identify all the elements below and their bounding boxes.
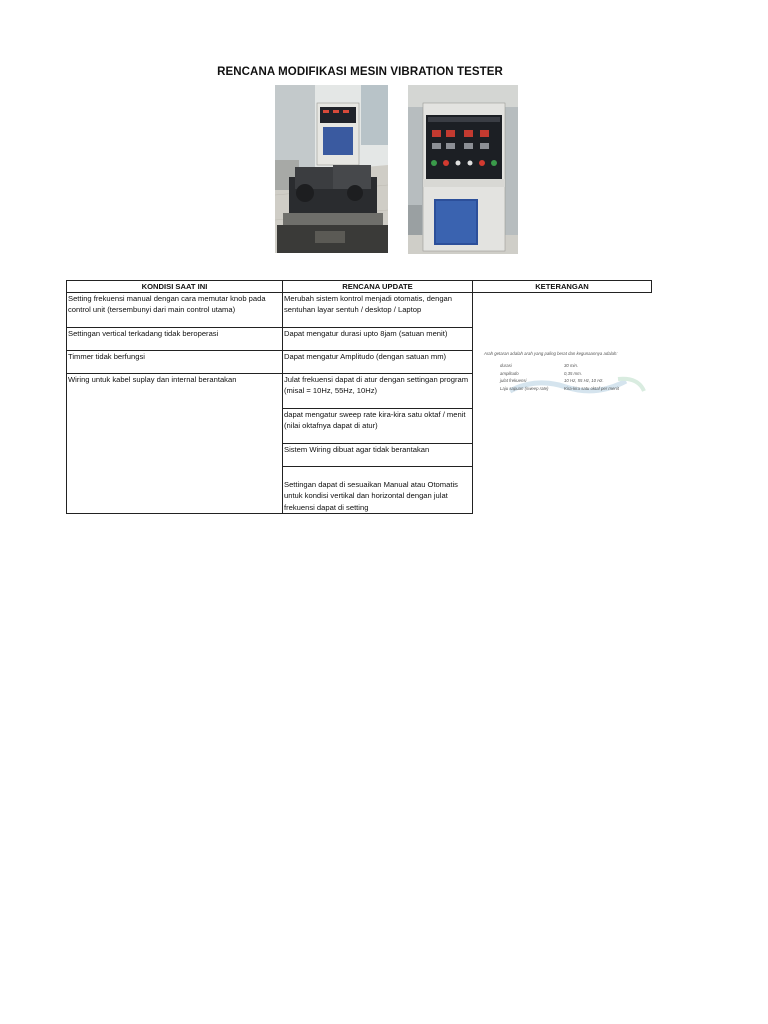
table-row (67, 293, 652, 328)
table-header-row (67, 281, 652, 293)
note-row-label: durasi (500, 363, 512, 368)
note-intro: Arah getaran adalah arah yang paling berat dan kegunaannya adalah: (484, 351, 618, 356)
kondisi-cell: Setting frekuensi manual dengan cara memutar knob pada control unit (tersembunyi dari main control utama) (67, 293, 283, 328)
rencana-cell: Merubah sistem kontrol menjadi otomatis, dengan sentuhan layar sentuh / desktop / Laptop (283, 293, 473, 328)
header-rencana: RENCANA UPDATE (283, 281, 473, 293)
kondisi-cell: Timmer tidak berfungsi (67, 351, 283, 374)
rencana-cell: Sistem Wiring dibuat agar tidak berantakan (283, 444, 473, 467)
note-row-label: julat frekuensi (500, 378, 527, 383)
rencana-cell: Dapat mengatur durasi upto 8jam (satuan menit) (283, 328, 473, 351)
rencana-cell: Settingan dapat di sesuaikan Manual atau Otomatis untuk kondisi vertikal dan horizontal dengan julat frekuensi dapat di setting (283, 467, 473, 514)
note-row-label: amplitudo (500, 370, 519, 376)
header-keterangan: KETERANGAN (473, 281, 652, 293)
modification-plan-table (66, 280, 652, 514)
note-row-value: Kira-kira satu oktaf per menit (564, 385, 619, 391)
machine-photo-control-unit (408, 85, 518, 254)
note-row-value: 30 min. (564, 363, 579, 368)
keterangan-cell (473, 293, 652, 514)
rencana-cell: dapat mengatur sweep rate kira-kira satu oktaf / menit (nilai oktafnya dapat di atur) (283, 409, 473, 444)
machine-photo-overview (275, 85, 388, 253)
note-row-value: 0,35 mm. (564, 370, 582, 376)
header-kondisi: KONDISI SAAT INI (67, 281, 283, 293)
rencana-cell: Julat frekuensi dapat di atur dengan settingan program (misal = 10Hz, 55Hz, 10Hz) (283, 374, 473, 409)
document-title: RENCANA MODIFIKASI MESIN VIBRATION TESTER (217, 66, 503, 78)
rencana-cell: Dapat mengatur Amplitudo (dengan satuan mm) (283, 351, 473, 374)
note-row-label: Laju sapuan (sweep rate) (500, 385, 549, 391)
keterangan-note (484, 351, 654, 397)
kondisi-cell: Settingan vertical terkadang tidak beroperasi (67, 328, 283, 351)
note-row-value: 10 Hz, 55 Hz, 10 Hz. (564, 378, 604, 383)
kondisi-cell: Wiring untuk kabel suplay dan internal berantakan (67, 374, 283, 514)
